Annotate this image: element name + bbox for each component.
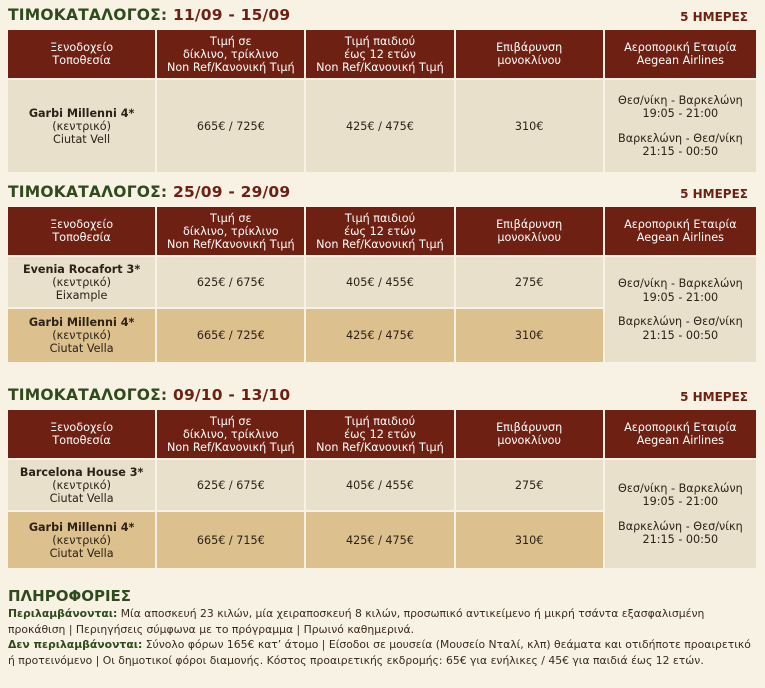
header-hotel: Ξενοδοχείο Τοποθεσία (8, 207, 155, 255)
hotel-cell: Garbi Millenni 4* (κεντρικό) Ciutat Vella (8, 309, 155, 362)
price-section-3 (8, 386, 758, 570)
excluded-text: Σύνολο φόρων 165€ κατ’ άτομο | Είσοδοι σε μουσεία (Μουσείο Νταλί, κλπ) θεάματα και οτιδήποτε προαιρετικό ή προτεινόμενο | Οι δημοτικοί φόροι διαμονής. Κόστος προαιρετικής εκδρομής: 65€ για ενήλικες / 45€ για παιδιά έως 12 ετών. (8, 638, 751, 667)
price-table (6, 28, 758, 174)
header-price: Τιμή σε δίκλινο, τρίκλινο Non Ref/Κανονική Τιμή (157, 207, 304, 255)
price-cell: 665€ / 715€ (157, 512, 304, 568)
price-section-1 (8, 6, 758, 174)
info-block (8, 587, 756, 668)
section-title: ΤΙΜΟΚΑΤΑΛΟΓΟΣ: 25/09 - 29/09 (8, 183, 291, 201)
header-price: Τιμή σε δίκλινο, τρίκλινο Non Ref/Κανονική Τιμή (157, 30, 304, 78)
price-section-2 (8, 183, 758, 364)
header-hotel: Ξενοδοχείο Τοποθεσία (8, 30, 155, 78)
info-title: ΠΛΗΡΟΦΟΡΙΕΣ (8, 587, 132, 605)
hotel-cell: Evenia Rocafort 3* (κεντρικό) Eixample (8, 257, 155, 307)
table-header-row (8, 410, 756, 458)
section-dates: 25/09 - 29/09 (172, 183, 291, 201)
child-price-cell: 425€ / 475€ (306, 512, 453, 568)
section-title: ΤΙΜΟΚΑΤΑΛΟΓΟΣ: 11/09 - 15/09 (8, 6, 291, 24)
table-row (8, 257, 756, 307)
included-label: Περιλαμβάνονται: (8, 607, 118, 620)
excluded-paragraph (8, 637, 756, 668)
header-child-price: Τιμή παιδιού έως 12 ετών Non Ref/Κανονική Τιμή (306, 410, 453, 458)
price-cell: 625€ / 675€ (157, 257, 304, 307)
price-cell: 665€ / 725€ (157, 309, 304, 362)
table-row (8, 460, 756, 510)
section-duration: 5 ΗΜΕΡΕΣ (680, 10, 748, 24)
hotel-cell: Garbi Millenni 4* (κεντρικό) Ciutat Vella (8, 512, 155, 568)
included-paragraph (8, 606, 756, 637)
price-cell: 665€ / 725€ (157, 80, 304, 172)
header-single-supplement: Επιβάρυνση μονοκλίνου (456, 30, 603, 78)
header-single-supplement: Επιβάρυνση μονοκλίνου (456, 207, 603, 255)
section-dates: 09/10 - 13/10 (172, 386, 291, 404)
child-price-cell: 405€ / 455€ (306, 460, 453, 510)
header-child-price: Τιμή παιδιού έως 12 ετών Non Ref/Κανονική Τιμή (306, 30, 453, 78)
hotel-cell: Garbi Millenni 4* (κεντρικό) Ciutat Vell (8, 80, 155, 172)
header-single-supplement: Επιβάρυνση μονοκλίνου (456, 410, 603, 458)
single-supplement-cell: 310€ (456, 80, 603, 172)
child-price-cell: 425€ / 475€ (306, 309, 453, 362)
header-airline: Αεροπορική Εταιρία Aegean Airlines (605, 207, 756, 255)
included-text: Μία αποσκευή 23 κιλών, μία χειραποσκευή 8 κιλών, προσωπικό αντικείμενο ή μικρή τσάντα εξασφαλισμένη προκάθιση | Περιηγήσεις σύμφωνα με το πρόγραμμα | Πρωινό καθημερινά. (8, 607, 705, 636)
child-price-cell: 405€ / 455€ (306, 257, 453, 307)
flight-cell: Θεσ/νίκη - Βαρκελώνη 19:05 - 21:00 Βαρκελώνη - Θεσ/νίκη 21:15 - 00:50 (605, 257, 756, 362)
header-price: Τιμή σε δίκλινο, τρίκλινο Non Ref/Κανονική Τιμή (157, 410, 304, 458)
hotel-cell: Barcelona House 3* (κεντρικό) Ciutat Vella (8, 460, 155, 510)
header-airline: Αεροπορική Εταιρία Aegean Airlines (605, 30, 756, 78)
header-airline: Αεροπορική Εταιρία Aegean Airlines (605, 410, 756, 458)
child-price-cell: 425€ / 475€ (306, 80, 453, 172)
flight-cell: Θεσ/νίκη - Βαρκελώνη 19:05 - 21:00 Βαρκελώνη - Θεσ/νίκη 21:15 - 00:50 (605, 80, 756, 172)
table-header-row (8, 30, 756, 78)
price-cell: 625€ / 675€ (157, 460, 304, 510)
single-supplement-cell: 310€ (456, 512, 603, 568)
flight-cell: Θεσ/νίκη - Βαρκελώνη 19:05 - 21:00 Βαρκελώνη - Θεσ/νίκη 21:15 - 00:50 (605, 460, 756, 568)
section-duration: 5 ΗΜΕΡΕΣ (680, 390, 748, 404)
single-supplement-cell: 275€ (456, 257, 603, 307)
single-supplement-cell: 310€ (456, 309, 603, 362)
section-dates: 11/09 - 15/09 (172, 6, 291, 24)
table-header-row (8, 207, 756, 255)
single-supplement-cell: 275€ (456, 460, 603, 510)
header-hotel: Ξενοδοχείο Τοποθεσία (8, 410, 155, 458)
section-title: ΤΙΜΟΚΑΤΑΛΟΓΟΣ: 09/10 - 13/10 (8, 386, 291, 404)
section-duration: 5 ΗΜΕΡΕΣ (680, 187, 748, 201)
price-table (6, 408, 758, 570)
header-child-price: Τιμή παιδιού έως 12 ετών Non Ref/Κανονική Τιμή (306, 207, 453, 255)
price-table (6, 205, 758, 364)
table-row (8, 80, 756, 172)
excluded-label: Δεν περιλαμβάνονται: (8, 638, 143, 651)
